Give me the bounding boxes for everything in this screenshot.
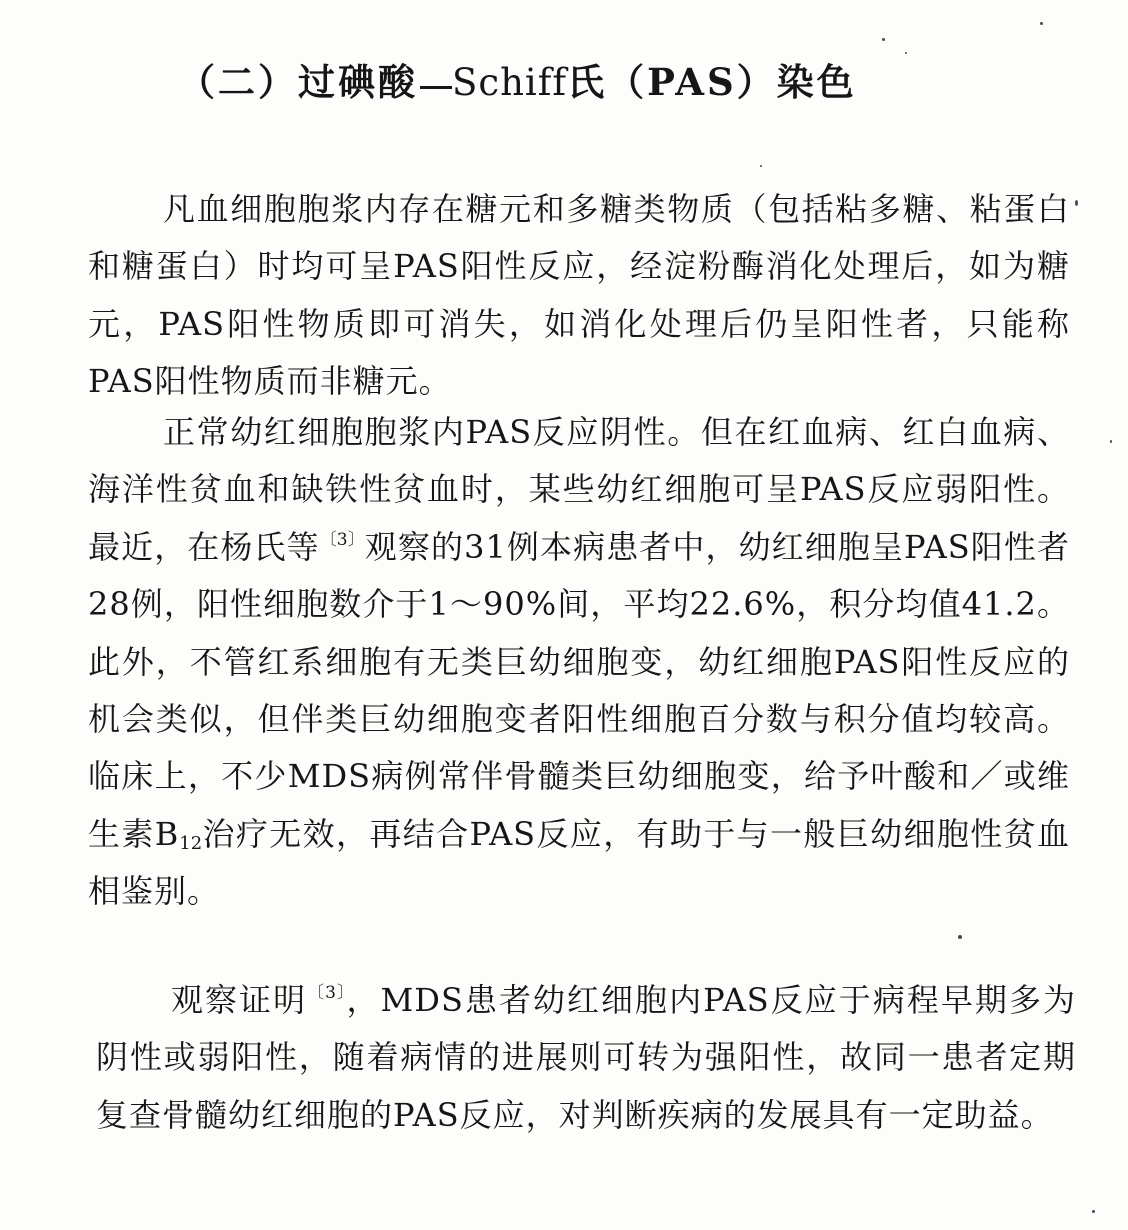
scan-speck bbox=[760, 165, 762, 167]
scan-speck bbox=[1075, 200, 1078, 206]
paragraph-erythroblast-pas bbox=[88, 404, 1070, 921]
heading-suffix: 氏（PAS）染色 bbox=[567, 60, 857, 104]
heading-underscore bbox=[420, 86, 452, 89]
heading-latin: Schiff bbox=[452, 61, 568, 104]
paragraph-disease-progression bbox=[96, 972, 1076, 1144]
scan-speck bbox=[882, 38, 885, 41]
vitamin-subscript: 12 bbox=[179, 832, 203, 854]
paragraph-pas-definition: 凡血细胞胞浆内存在糖元和多糖类物质（包括粘多糖、粘蛋白和糖蛋白）时均可呈PAS阳性反应，经淀粉酶消化处理后，如为糖元，PAS阳性物质即可消失，如消化处理后仍呈阳性者，只能称PAS阳性物质而非糖元。 bbox=[88, 190, 1070, 401]
paragraph-2-part-1: 正常幼红细胞胞浆内PAS反应阴性。但在红血病、红白血病、海洋性贫血和缺铁性贫血时，某些幼红细胞可呈PAS反应弱阳性。最近，在杨氏等 bbox=[88, 413, 1070, 566]
scan-speck bbox=[905, 52, 907, 54]
scan-speck bbox=[1110, 440, 1112, 443]
paragraph-3-part-1: 观察证明 bbox=[171, 981, 308, 1019]
scan-speck bbox=[1092, 1210, 1095, 1213]
citation-reference: 〔3〕 bbox=[319, 529, 365, 550]
scan-speck bbox=[958, 935, 962, 939]
paragraph-2-part-3: 治疗无效，再结合PAS反应，有助于与一般巨幼细胞性贫血相鉴别。 bbox=[88, 814, 1070, 911]
heading-prefix: （二）过碘酸 bbox=[178, 60, 418, 104]
paragraph-3-part-2: ，MDS患者幼红细胞内PAS反应于病程早期多为阴性或弱阳性，随着病情的进展则可转为强阳性，故同一患者定期复查骨髓幼红细胞的PAS反应，对判断疾病的发展具有一定助益。 bbox=[96, 981, 1076, 1134]
citation-reference: 〔3〕 bbox=[307, 983, 347, 1003]
paragraph-2-part-2: 观察的31例本病患者中，幼红细胞呈PAS阳性者28例，阳性细胞数介于1～90%间，平均22.6%，积分均值41.2。此外，不管红系细胞有无类巨幼细胞变，幼红细胞PAS阳性反应的机会类似，但伴类巨幼细胞变者阳性细胞百分数与积分值均较高。临床上，不少MDS病例常伴骨髓类巨幼细胞变，给予叶酸和／或维生素B bbox=[88, 527, 1070, 853]
scan-speck bbox=[1040, 22, 1043, 25]
section-heading bbox=[178, 52, 857, 113]
